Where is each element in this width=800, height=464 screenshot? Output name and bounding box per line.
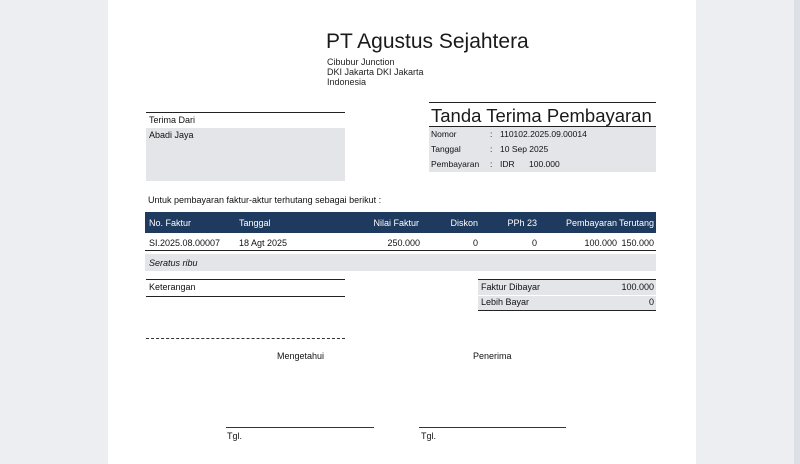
- table-cell: 18 Agt 2025: [239, 238, 288, 248]
- receipt-info-box: [429, 126, 656, 172]
- receipt-number-row: [429, 129, 656, 143]
- received-from-label: Terima Dari: [149, 115, 196, 125]
- table-cell: 150.000: [621, 238, 654, 248]
- receipt-title: Tanda Terima Pembayaran: [431, 105, 652, 126]
- received-from-box: [146, 112, 345, 181]
- amount-in-words-box: [145, 254, 656, 271]
- receipt-payment-row: [429, 159, 656, 173]
- column-header: Pembayaran: [565, 218, 617, 228]
- table-cell: 0: [472, 238, 478, 248]
- amount-in-words: Seratus ribu: [149, 258, 198, 268]
- viewer-right-margin: [696, 0, 800, 464]
- receipt-payment-label: Pembayaran: [431, 159, 480, 169]
- summary-row: [478, 295, 656, 309]
- signature-line: [226, 427, 374, 428]
- received-from-body: [146, 128, 345, 181]
- column-header: Terutang: [618, 218, 654, 228]
- column-header: Tanggal: [239, 218, 271, 228]
- notes-box: [146, 279, 345, 297]
- table-cell: 100.000: [584, 238, 617, 248]
- column-header: No. Faktur: [149, 218, 192, 228]
- notes-label: Keterangan: [149, 282, 196, 292]
- table-cell: 250.000: [387, 238, 420, 248]
- date-label: Tgl.: [421, 431, 437, 441]
- dashed-divider: [146, 338, 345, 339]
- column-header: Nilai Faktur: [373, 218, 419, 228]
- received-from-header: [146, 112, 345, 129]
- company-address-line: Indonesia: [327, 77, 367, 87]
- receipt-number-label: Nomor: [431, 129, 457, 139]
- scrollbar[interactable]: [794, 0, 800, 464]
- receipt-date-row: [429, 144, 656, 158]
- summary-value: 100.000: [621, 282, 654, 292]
- table-cell: SI.2025.08.00007: [149, 238, 221, 248]
- company-address-line: DKI Jakarta DKI Jakarta: [327, 67, 424, 77]
- table-row: [145, 233, 656, 251]
- colon: :: [490, 144, 493, 154]
- summary-label: Faktur Dibayar: [481, 282, 541, 292]
- receipt-number-value: 110102.2025.09.00014: [500, 129, 587, 139]
- receipt-date-value: 10 Sep 2025: [500, 144, 549, 154]
- colon: :: [490, 159, 493, 169]
- column-header: Diskon: [450, 218, 478, 228]
- summary-row: [478, 280, 656, 294]
- column-header: PPh 23: [507, 218, 537, 228]
- receipt-payment-amount: 100.000: [529, 159, 560, 169]
- colon: :: [490, 129, 493, 139]
- signature-label-acknowledged: Mengetahui: [277, 351, 325, 361]
- document-page: [108, 0, 696, 464]
- receipt-date-label: Tanggal: [431, 144, 461, 154]
- viewer-left-margin: [0, 0, 108, 464]
- invoice-table-header: [145, 212, 656, 233]
- date-label: Tgl.: [227, 431, 243, 441]
- divider: [429, 102, 656, 103]
- received-from-value: Abadi Jaya: [149, 130, 194, 140]
- intro-text: Untuk pembayaran faktur-aktur terhutang sebagai berikut :: [148, 195, 382, 205]
- signature-line: [419, 427, 566, 428]
- summary-label: Lebih Bayar: [481, 297, 530, 307]
- summary-value: 0: [648, 297, 654, 307]
- signature-label-recipient: Penerima: [473, 351, 512, 361]
- payment-summary-box: [478, 279, 656, 311]
- company-address-line: Cibubur Junction: [327, 57, 395, 67]
- receipt-payment-currency: IDR: [500, 159, 515, 169]
- company-name: PT Agustus Sejahtera: [326, 30, 529, 53]
- table-cell: 0: [531, 238, 537, 248]
